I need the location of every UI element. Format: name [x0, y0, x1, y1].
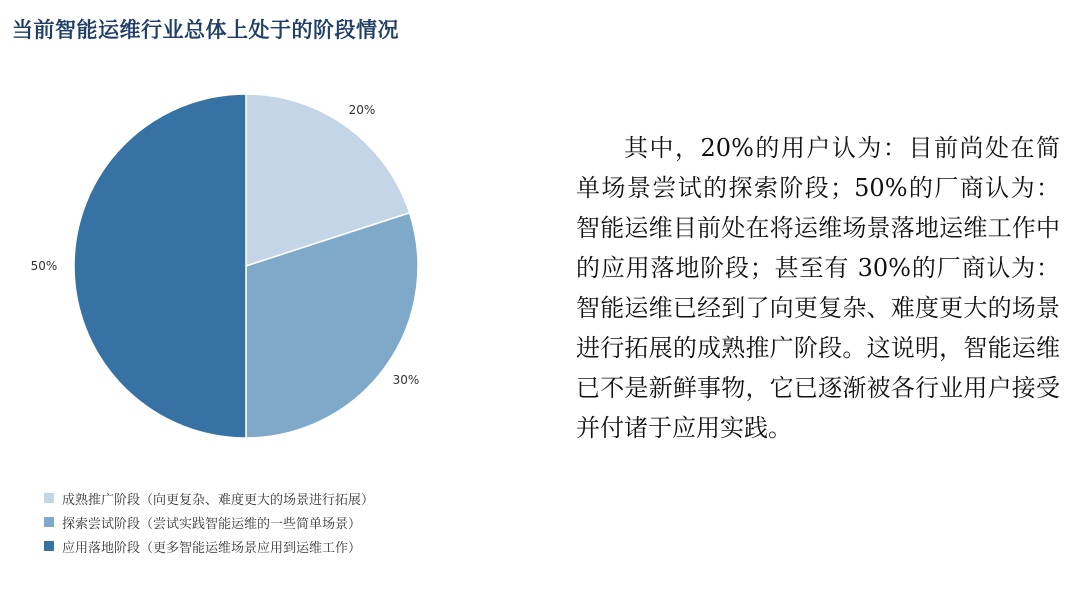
- legend-label-2: 应用落地阶段（更多智能运维场景应用到运维工作）: [62, 540, 362, 556]
- legend-item-0: [44, 486, 374, 510]
- legend-label-1: 探索尝试阶段（尝试实践智能运维的一些简单场景）: [62, 516, 362, 532]
- legend-swatch-0: [44, 493, 54, 503]
- slice-label-0: 20%: [348, 103, 376, 117]
- slice-label-2: 50%: [30, 259, 58, 273]
- legend-swatch-1: [44, 517, 54, 527]
- legend: [44, 486, 374, 558]
- legend-item-1: [44, 510, 374, 534]
- pie-slice-2: [74, 94, 246, 438]
- pie-chart: [0, 70, 540, 470]
- pie-chart-svg: [0, 70, 540, 470]
- legend-label-0: 成熟推广阶段（向更复杂、难度更大的场景进行拓展）: [62, 492, 375, 508]
- legend-item-2: [44, 534, 374, 558]
- body-paragraph: 其中，20%的用户认为：目前尚处在简单场景尝试的探索阶段；50%的厂商认为：智能运维目前处在将运维场景落地运维工作中的应用落地阶段；甚至有 30%的厂商认为：智能运维已经到了向更复杂、难度更大的场景进行拓展的成熟推广阶段。这说明，智能运维已不是新鲜事物，它已逐渐被各行业用户接受并付诸于应用实践。: [576, 134, 1060, 442]
- legend-swatch-2: [44, 541, 54, 551]
- chart-title: 当前智能运维行业总体上处于的阶段情况: [12, 18, 399, 42]
- slice-label-1: 30%: [392, 373, 420, 387]
